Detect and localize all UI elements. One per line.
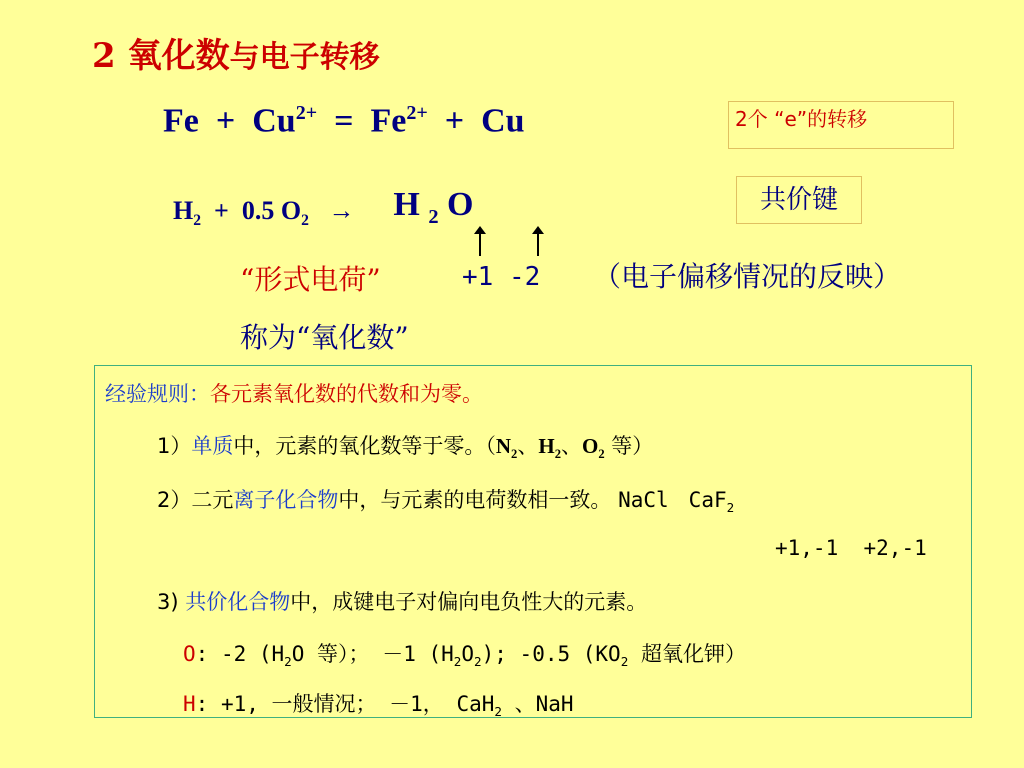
rule-1-o-sub: 2 <box>598 447 605 462</box>
charge-h: +1 <box>462 262 494 292</box>
rule-1-text: 中，元素的氧化数等于零。（ <box>233 434 496 458</box>
charge-o: -2 <box>508 262 541 292</box>
rule-2-caf-sub: 2 <box>726 500 735 516</box>
rule-3-text: 中，成键电子对偏向电负性大的元素。 <box>290 590 648 614</box>
hydrogen-part-1: : +1, 一般情况； －1， CaH <box>195 692 495 716</box>
rules-lead: 经验规则： <box>105 382 210 406</box>
eq1-equals: = <box>334 102 354 140</box>
rule-1-sep2: 、 <box>560 434 582 458</box>
equation-redox <box>163 102 525 140</box>
called-oxidation-number: 称为“氧化数” <box>240 321 409 354</box>
rule-1-prefix: 1） <box>157 434 192 458</box>
rules-heading <box>105 378 483 408</box>
equation-water <box>173 186 474 233</box>
rule-3-key: 共价化合物 <box>185 590 291 614</box>
oxygen-part-2: O 等）； －1 (H <box>291 642 454 666</box>
eq1-cu: Cu <box>252 102 296 140</box>
rule-2-nacl-ox: +1,-1 <box>775 536 839 560</box>
rule-3-prefix: 3) <box>157 590 179 614</box>
rule-3 <box>157 586 647 616</box>
oxygen-part-3: O <box>461 642 475 666</box>
up-arrow-h-icon <box>479 232 481 256</box>
eq1-plus-2: + <box>444 102 465 140</box>
oxygen-symbol: O <box>183 642 196 666</box>
electron-transfer-note: 2个 “e”的转移 <box>728 101 954 149</box>
oxygen-line <box>183 638 746 669</box>
eq1-fe-charge: 2+ <box>406 102 428 124</box>
eq2-product <box>393 186 474 228</box>
eq2-o-sub: 2 <box>301 212 309 230</box>
formal-charge-label: “形式电荷” <box>240 263 381 296</box>
rule-2-caf: CaF <box>688 488 727 512</box>
oxygen-part-4: ); -0.5 (KO <box>481 642 621 666</box>
rule-1-end: 等） <box>604 434 654 458</box>
hydrogen-line <box>183 688 574 719</box>
electron-shift-note: （电子偏移情况的反映） <box>593 260 902 293</box>
eq2-arrow: → <box>328 196 355 225</box>
eq1-plus: + <box>215 102 236 140</box>
rule-1-sep1: 、 <box>517 434 539 458</box>
eq2-h-sub: 2 <box>193 212 202 230</box>
rule-1-o: O <box>581 434 599 458</box>
title-rest: 与电子转移 <box>229 40 380 75</box>
eq1-fe-ion: Fe <box>370 102 407 140</box>
oxygen-part-5: 超氧化钾） <box>628 642 746 666</box>
rule-1-n: N <box>495 434 512 458</box>
oxygen-sub-4: 2 <box>620 654 629 670</box>
eq1-fe: Fe <box>163 102 199 140</box>
hydrogen-symbol: H <box>183 692 196 716</box>
oxygen-sub-2: 2 <box>453 654 462 670</box>
eq2-prod-sub: 2 <box>428 205 439 228</box>
rule-1-h-sub: 2 <box>554 447 561 462</box>
oxygen-sub-1: 2 <box>284 654 292 670</box>
rule-2-text: 中，与元素的电荷数相一致。 <box>338 488 612 512</box>
oxygen-part-1: : -2 (H <box>195 642 285 666</box>
title-number: 2 <box>92 36 116 76</box>
eq2-h: H <box>173 196 194 225</box>
covalent-bond-label: 共价键 <box>736 176 862 224</box>
eq1-cu-product: Cu <box>481 102 525 140</box>
rule-2 <box>157 484 734 515</box>
eq2-coef: 0.5 <box>241 196 275 225</box>
hydrogen-sub-1: 2 <box>494 704 502 720</box>
eq2-o: O <box>280 196 302 225</box>
title-main: 氧化数 <box>127 36 230 76</box>
eq1-cu-charge: 2+ <box>295 102 318 124</box>
hydrogen-part-2: 、NaH <box>501 692 574 716</box>
rule-2-key: 离子化合物 <box>233 488 339 512</box>
rule-1 <box>157 430 653 462</box>
rule-1-h: H <box>538 434 555 458</box>
rule-2-caf-ox: +2,-1 <box>863 536 927 560</box>
rule-2-prefix: 2）二元 <box>157 488 234 512</box>
rules-lead-rule: 各元素氧化数的代数和为零。 <box>210 382 483 406</box>
oxygen-sub-3: 2 <box>474 654 482 670</box>
rule-2-oxidation-values <box>775 536 927 560</box>
eq2-prod-o: O <box>447 186 474 223</box>
rule-2-nacl: NaCl <box>618 488 669 512</box>
rule-1-n-sub: 2 <box>511 447 518 462</box>
rules-box <box>94 365 972 718</box>
slide-title <box>92 28 380 77</box>
eq2-prod-h: H <box>393 186 420 223</box>
eq2-plus: + <box>214 196 229 225</box>
up-arrow-o-icon <box>537 232 539 256</box>
charge-values <box>462 262 540 292</box>
rule-1-key: 单质 <box>191 434 234 458</box>
